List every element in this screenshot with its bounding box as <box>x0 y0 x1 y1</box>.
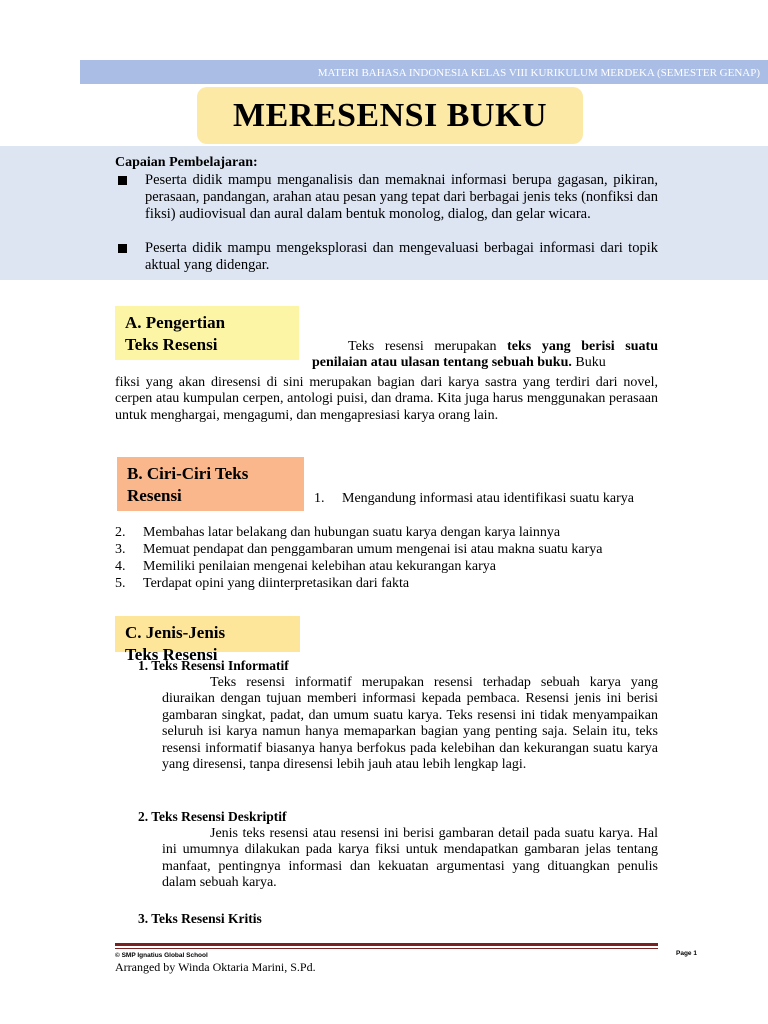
capaian-item <box>115 172 658 224</box>
list-item-text: Membahas latar belakang dan hubungan suatu karya dengan karya lainnya <box>143 525 561 540</box>
section-a-title-line2: Teks Resensi <box>125 335 218 354</box>
list-item-number: 2. <box>115 525 126 540</box>
list-item-text: Memiliki penilaian mengenai kelebihan atau kekurangan karya <box>143 559 496 574</box>
section-a-intro-text: Teks resensi merupakan <box>348 339 508 354</box>
square-bullet-icon <box>118 176 127 185</box>
capaian-heading: Capaian Pembelajaran: <box>115 155 258 170</box>
section-b-title-line2: Resensi <box>127 486 182 505</box>
section-c-title-line2: Teks Resensi <box>125 645 218 664</box>
section-c-heading <box>115 616 300 664</box>
list-item-number: 1. <box>314 491 325 506</box>
list-item-text: Memuat pendapat dan penggambaran umum mengenai isi atau makna suatu karya <box>143 542 603 557</box>
section-c-title-line1: C. Jenis-Jenis <box>125 623 226 642</box>
section-a-bold-text: teks yang berisi suatu penilaian atau ulasan tentang sebuah buku. <box>312 339 658 371</box>
capaian-item-text: Peserta didik mampu menganalisis dan memaknai informasi berupa gagasan, pikiran, perasaan, pandangan, arahan atau pesan yang tepat dari berbagai jenis teks (nonfiksi dan fiksi) audiovisual dan aural dalam bentuk monolog, dialog, dan gelar wicara. <box>145 172 658 223</box>
footer-page: Page 1 <box>676 950 697 957</box>
header-bar <box>80 60 768 84</box>
list-item-number: 4. <box>115 559 126 574</box>
list-item-text: Mengandung informasi atau identifikasi suatu karya <box>342 491 634 506</box>
list-item-number: 5. <box>115 576 126 591</box>
section-a-title-line1: A. Pengertian <box>125 313 226 332</box>
page-title <box>197 87 583 144</box>
section-a-heading <box>115 306 299 360</box>
capaian-item-text: Peserta didik mampu mengeksplorasi dan mengevaluasi berbagai informasi dari topik aktual yang didengar. <box>145 240 658 274</box>
footer-rule <box>115 943 658 946</box>
section-b-heading <box>117 457 304 511</box>
resensi-type-heading: 3. Teks Resensi Kritis <box>138 911 262 926</box>
footer-author: Arranged by Winda Oktaria Marini, S.Pd. <box>115 960 316 974</box>
section-a-intro <box>312 339 658 372</box>
section-a-after-bold: Buku <box>571 355 606 371</box>
section-b-title-line1: B. Ciri-Ciri Teks <box>127 464 249 483</box>
footer-school: © SMP Ignatius Global School <box>115 952 208 959</box>
footer-rule-thin <box>115 948 658 949</box>
capaian-item <box>115 240 658 274</box>
resensi-type-body: Teks resensi informatif merupakan resensi terhadap sebuah karya yang diuraikan dengan tujuan memberi informasi kepada pembaca. Resensi jenis ini berisi gambaran singkat, padat, dan umum suatu karya. Teks resensi ini tidak menyampaikan seluruh isi karya namun hanya memaparkan bagian yang penting saja. Selain itu, teks resensi informatif biasanya hanya berfokus pada kelebihan dan kekurangan suatu karya yang diresensi, tanpa diresensi lebih jauh atau lebih lengkap lagi. <box>162 675 658 773</box>
section-a-body: fiksi yang akan diresensi di sini merupakan bagian dari karya sastra yang terdiri dari novel, cerpen atau kumpulan cerpen, antologi puisi, dan drama. Kita juga harus menggunakan perasaan untuk menghargai, mengagumi, dan mengapresiasi karya orang lain. <box>115 375 658 423</box>
square-bullet-icon <box>118 244 127 253</box>
page-title-text: MERESENSI BUKU <box>232 97 547 134</box>
list-item-text: Terdapat opini yang diinterpretasikan dari fakta <box>143 576 410 591</box>
resensi-type-body: Jenis teks resensi atau resensi ini berisi gambaran detail pada suatu karya. Hal ini umumnya dilakukan pada karya fiksi untuk mendapatkan gambaran jelas tentang manfaat, pentingnya informasi dan kekuatan argumentasi yang dituangkan penulis dalam sebuah karya. <box>162 826 658 891</box>
list-item-number: 3. <box>115 542 126 557</box>
header-text: MATERI BAHASA INDONESIA KELAS VIII KURIKULUM MERDEKA (SEMESTER GENAP) <box>317 67 760 79</box>
resensi-type-heading: 1. Teks Resensi Informatif <box>138 658 289 673</box>
resensi-type-heading: 2. Teks Resensi Deskriptif <box>138 809 287 824</box>
list-item <box>314 491 658 507</box>
